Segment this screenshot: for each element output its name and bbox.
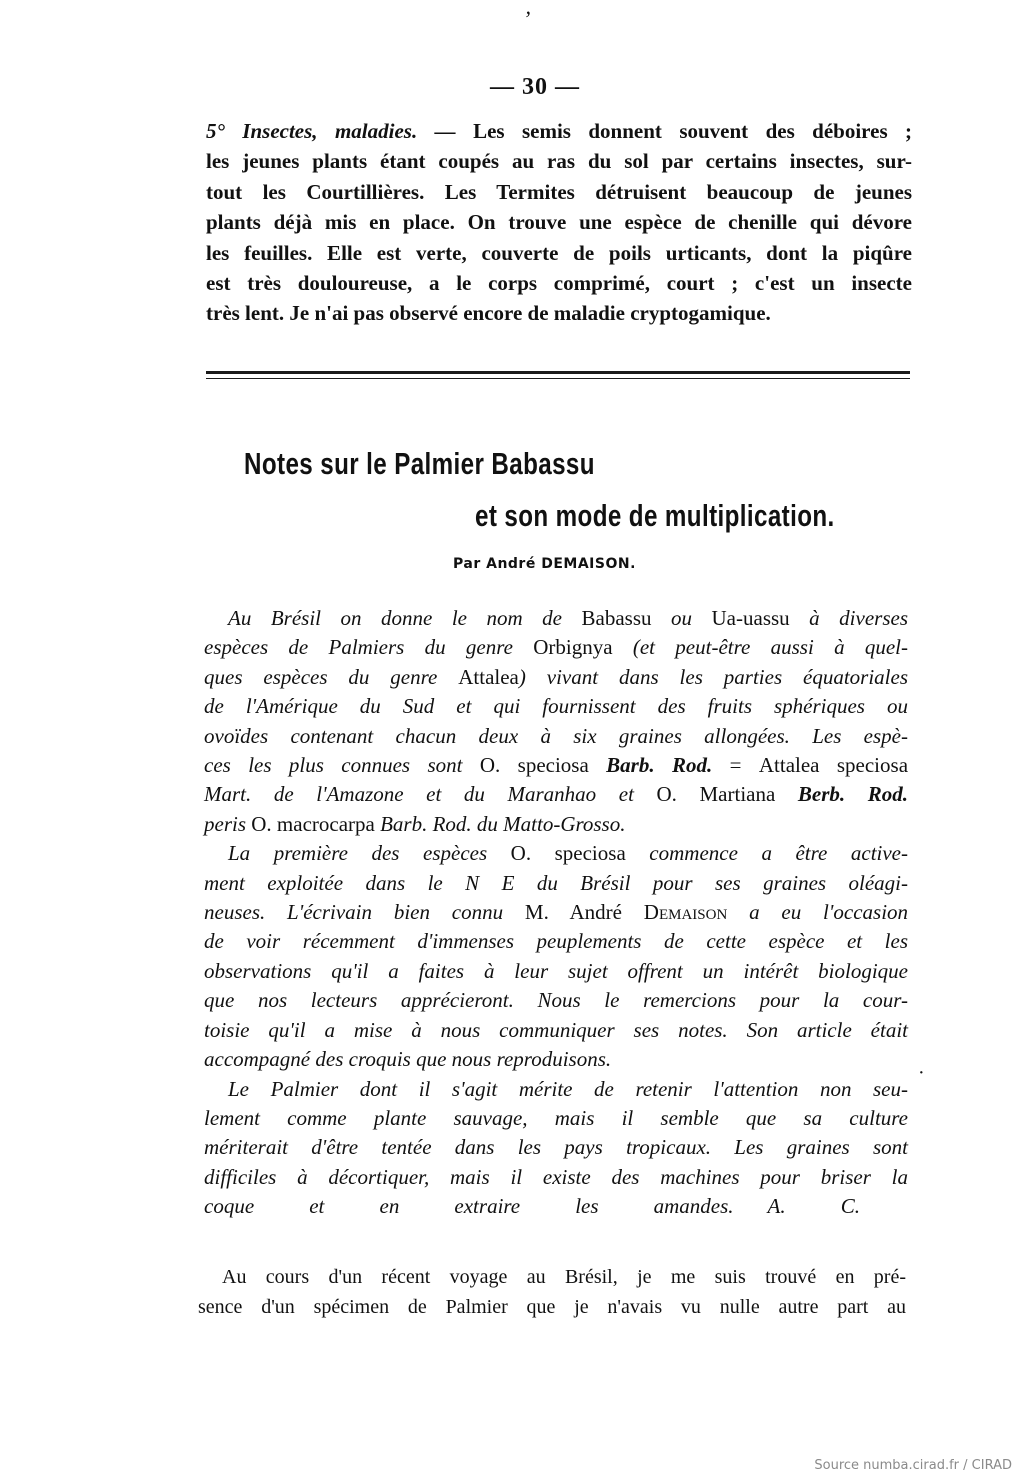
- text-line: difficiles à décortiquer, mais il existe des machines pour briser la: [204, 1164, 908, 1189]
- text-line: les jeunes plants étant coupés au ras du sol par certains insectes, sur-: [206, 149, 912, 174]
- text-line: espèces de Palmiers du genre Orbignya (et peut-être aussi à quel-: [204, 635, 909, 660]
- text-line: ment exploitée dans le N E du Brésil pour ses graines oléagi-: [204, 870, 908, 895]
- text-line: Le Palmier dont il s'agit mérite de retenir l'attention non seu-: [228, 1076, 908, 1101]
- text-line: Au cours d'un récent voyage au Brésil, je me suis trouvé en pré-: [222, 1266, 906, 1288]
- text-line-with-signature: coque et en extraire les amandes. A. C.: [204, 1192, 908, 1221]
- text-line: lement comme plante sauvage, mais il semble que sa culture: [204, 1105, 908, 1130]
- text-line: sence d'un spécimen de Palmier que je n'avais vu nulle autre part au: [198, 1296, 906, 1318]
- text-line: Mart. de l'Amazone et du Maranhao et O. Martiana Berb. Rod.: [204, 782, 909, 807]
- section-divider-thin: [206, 378, 910, 379]
- text-line: ovoïdes contenant chacun deux à six graines allongées. Les espè-: [204, 723, 908, 748]
- article-title-line-1: Notes sur le Palmier Babassu: [244, 446, 595, 481]
- text-line: accompagné des croquis que nous reproduisons.: [204, 1047, 612, 1072]
- text-line: ces les plus connues sont O. speciosa Barb. Rod. = Attalea speciosa: [204, 753, 909, 778]
- text-line: de l'Amérique du Sud et qui fournissent des fruits sphériques ou: [204, 694, 908, 719]
- text-line: neuses. L'écrivain bien connu M. André Demaison a eu l'occasion: [204, 900, 909, 925]
- text-line: plants déjà mis en place. On trouve une espèce de chenille qui dévore: [206, 210, 912, 235]
- text-line: les feuilles. Elle est verte, couverte de poils urticants, dont la piqûre: [206, 240, 912, 265]
- text-line: que nos lecteurs apprécieront. Nous le remercions pour la cour-: [204, 988, 908, 1013]
- page-number: — 30 —: [490, 74, 580, 100]
- source-credit: Source numba.cirad.fr / CIRAD: [814, 1458, 1012, 1473]
- text-line: tout les Courtillières. Les Termites détruisent beaucoup de jeunes: [206, 179, 912, 204]
- section-heading: 5° Insectes, maladies. —: [206, 119, 456, 143]
- article-body: [198, 1262, 906, 1322]
- section-divider-thick: [206, 371, 910, 374]
- margin-dot: ·: [918, 1062, 925, 1084]
- text-line: La première des espèces O. speciosa commence a être active-: [228, 841, 908, 866]
- text-line: observations qu'il a faites à leur sujet offrent un intérêt biologique: [204, 958, 908, 983]
- text-line: très lent. Je n'ai pas observé encore de maladie cryptogamique.: [206, 301, 771, 326]
- section-insects-diseases: [206, 116, 912, 329]
- page-mark: ’: [523, 6, 531, 31]
- text-line: peris O. macrocarpa Barb. Rod. du Matto-Grosso.: [204, 811, 626, 836]
- editor-introduction: [204, 604, 908, 1222]
- text-line: Au Brésil on donne le nom de Babassu ou Ua-uassu à diverses: [228, 606, 908, 630]
- text-line: est très douloureuse, a le corps comprimé, court ; c'est un insecte: [206, 271, 912, 296]
- editor-signature: A. C.: [767, 1194, 860, 1219]
- text-line: ques espèces du genre Attalea) vivant dans les parties équatoriales: [204, 664, 908, 689]
- text-line: mériterait d'être tentée dans les pays tropicaux. Les graines sont: [204, 1135, 908, 1160]
- article-title-line-2: et son mode de multiplication.: [475, 498, 835, 533]
- text-line: toisie qu'il a mise à nous communiquer ses notes. Son article était: [204, 1017, 908, 1042]
- text-line: 5° Insectes, maladies. — Les semis donnent souvent des déboires ;: [206, 119, 913, 143]
- article-byline: Par André DEMAISON.: [453, 556, 636, 572]
- text-line: de voir récemment d'immenses peuplements de cette espèce et les: [204, 929, 908, 954]
